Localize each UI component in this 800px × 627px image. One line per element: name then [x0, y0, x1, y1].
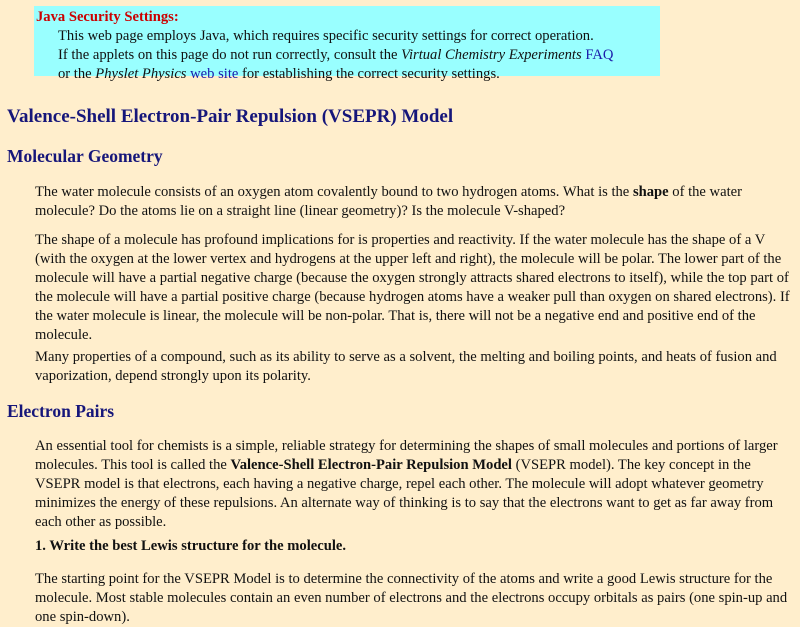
bold-term-shape: shape [632, 184, 669, 200]
web-site-link[interactable]: web site [190, 66, 239, 82]
bold-term-vsepr: Valence-Shell Electron-Pair Repulsion Model [230, 457, 512, 473]
section-heading-molecular-geometry: Molecular Geometry [7, 146, 163, 166]
virtual-chemistry-experiments-title: Virtual Chemistry Experiments [401, 47, 582, 63]
paragraph-text: The water molecule consists of an oxygen atom covalently bound to two hydrogen atoms. What is the [35, 184, 633, 200]
notice-line-2 [36, 46, 660, 65]
faq-link[interactable]: FAQ [585, 47, 614, 63]
paragraph-text: An essential tool for chemists is a simple, reliable strategy for determining the shapes of small molecules and portions of larger molecules. This tool is called the [35, 438, 778, 473]
notice-line-2-text: If the applets on this page do not run correctly, consult the [58, 47, 402, 63]
paragraph-vsepr-intro [35, 437, 795, 532]
paragraph-polarity: The shape of a molecule has profound implications for is properties and reactivity. If the water molecule has the shape of a V (with the oxygen at the lower vertex and hydrogens at the upper left and right), the molecule will be polar. The lower part of the molecule will have a partial negative charge (because the oxygen strongly attracts shared electrons to itself), while the top part of the molecule will have a partial positive charge (because hydrogen atoms have a weaker pull than oxygen on shared electrons). If the water molecule is linear, the molecule will be non-polar. That is, there will not be a negative end and positive end of the molecule. [35, 232, 790, 343]
step-1-heading: 1. Write the best Lewis structure for the molecule. [35, 538, 347, 554]
java-security-notice [34, 6, 660, 82]
paragraph-text: of the water molecule? Do the atoms lie on a straight line (linear geometry)? Is the molecule V-shaped? [35, 184, 742, 219]
physlet-physics-title: Physlet Physics [95, 66, 187, 82]
paragraph-lewis-structure: The starting point for the VSEPR Model is to determine the connectivity of the atoms and write a good Lewis structure for the molecule. Most stable molecules contain an even number of electrons and the electrons occupy orbitals as pairs (one spin-up and one spin-down). [35, 571, 788, 625]
paragraph-water-shape [35, 183, 795, 221]
page-title: Valence-Shell Electron-Pair Repulsion (VSEPR) Model [7, 106, 454, 127]
notice-line-1 [36, 27, 660, 46]
notice-line-1-text: This web page employs Java, which requires specific security settings for correct operation. [58, 28, 594, 44]
paragraph-properties: Many properties of a compound, such as its ability to serve as a solvent, the melting and boiling points, and heats of fusion and vaporization, depend strongly upon its polarity. [35, 349, 777, 384]
notice-title: Java Security Settings: [36, 9, 179, 25]
notice-line-3 [36, 65, 660, 84]
notice-line-3-text: or the [58, 66, 96, 82]
notice-line-3-end: for establishing the correct security settings. [238, 66, 500, 82]
section-heading-electron-pairs: Electron Pairs [7, 401, 115, 421]
paragraph-text: (VSEPR model). The key concept in the VSEPR model is that electrons, each having a negative charge, repel each other. The molecule will adopt whatever geometry minimizes the energy of these repulsions. An alternate way of thinking is to say that the electrons want to get as far away from each other as possible. [35, 457, 774, 530]
